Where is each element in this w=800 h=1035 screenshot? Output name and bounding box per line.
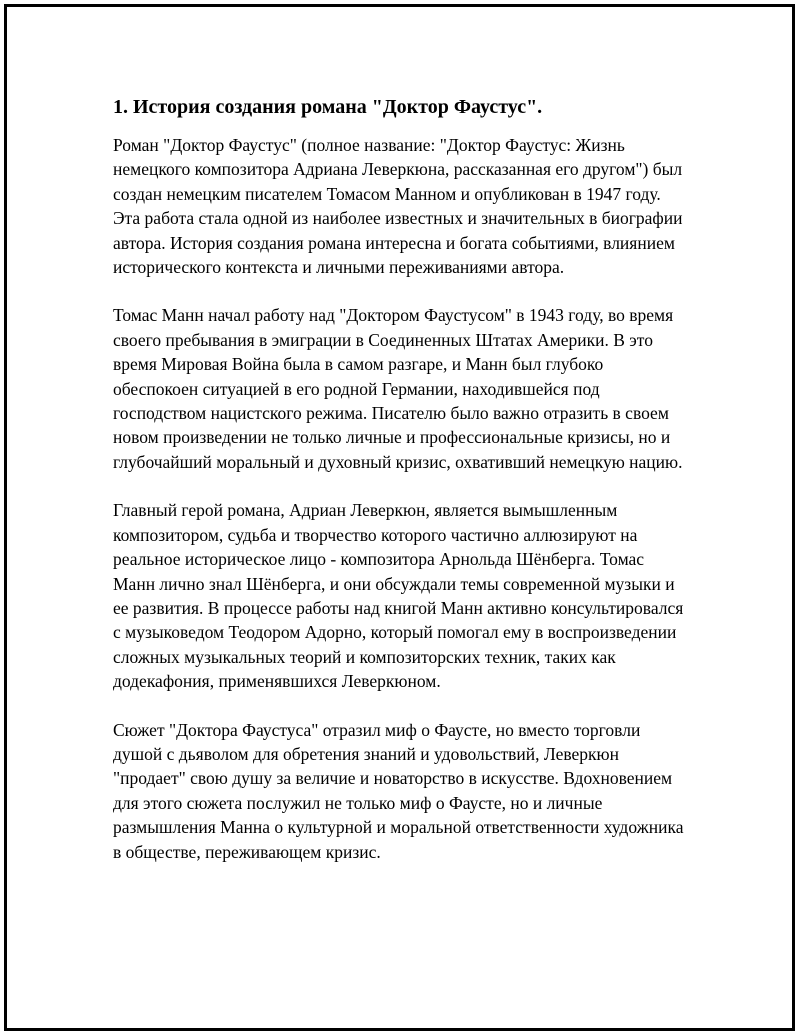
section-heading: 1. История создания романа "Доктор Фаустус".: [113, 96, 543, 118]
paragraph-intro: Роман "Доктор Фаустус" (полное название: "Доктор Фаустус: Жизнь немецкого композитора Адриана Леверкюна, рассказанная его другом") был создан немецким писателем Томасом Манном и опубликован в 1947 году. Эта работа стала одной из наиболее известных и значительных в биографии автора. История создания романа интересна и богата событиями, влиянием исторического контекста и личными переживаниями автора.: [113, 135, 683, 278]
document-body: [113, 94, 688, 864]
paragraph-protagonist: Главный герой романа, Адриан Леверкюн, является вымышленным композитором, судьба и творчество которого частично аллюзируют на реальное историческое лицо - композитора Арнольда Шёнберга. Томас Манн лично знал Шёнберга, и они обсуждали темы современной музыки и ее развития. В процессе работы над книгой Манн активно консультировался с музыковедом Теодором Адорно, который помогал ему в воспроизведении сложных музыкальных теорий и композиторских техник, таких как додекафония, применявшихся Леверкюном.: [113, 500, 684, 692]
paragraph-plot: Сюжет "Доктора Фаустуса" отразил миф о Фаусте, но вместо торговли душой с дьяволом для обретения знаний и удовольствий, Леверкюн "продает" свою душу за величие и новаторство в искусстве. Вдохновением для этого сюжета послужил не только миф о Фаусте, но и личные размышления Манна о культурной и моральной ответственности художника в обществе, переживающем кризис.: [113, 719, 684, 862]
paragraph-emigration: Томас Манн начал работу над "Доктором Фаустусом" в 1943 году, во время своего пребывания в эмиграции в Соединенных Штатах Америки. В это время Мировая Война была в самом разгаре, и Манн был глубоко обеспокоен ситуацией в его родной Германии, находившейся под господством нацистского режима. Писателю было важно отразить в своем новом произведении не только личные и профессиональные кризисы, но и глубочайший моральный и духовный кризис, охвативший немецкую нацию.: [113, 305, 683, 472]
